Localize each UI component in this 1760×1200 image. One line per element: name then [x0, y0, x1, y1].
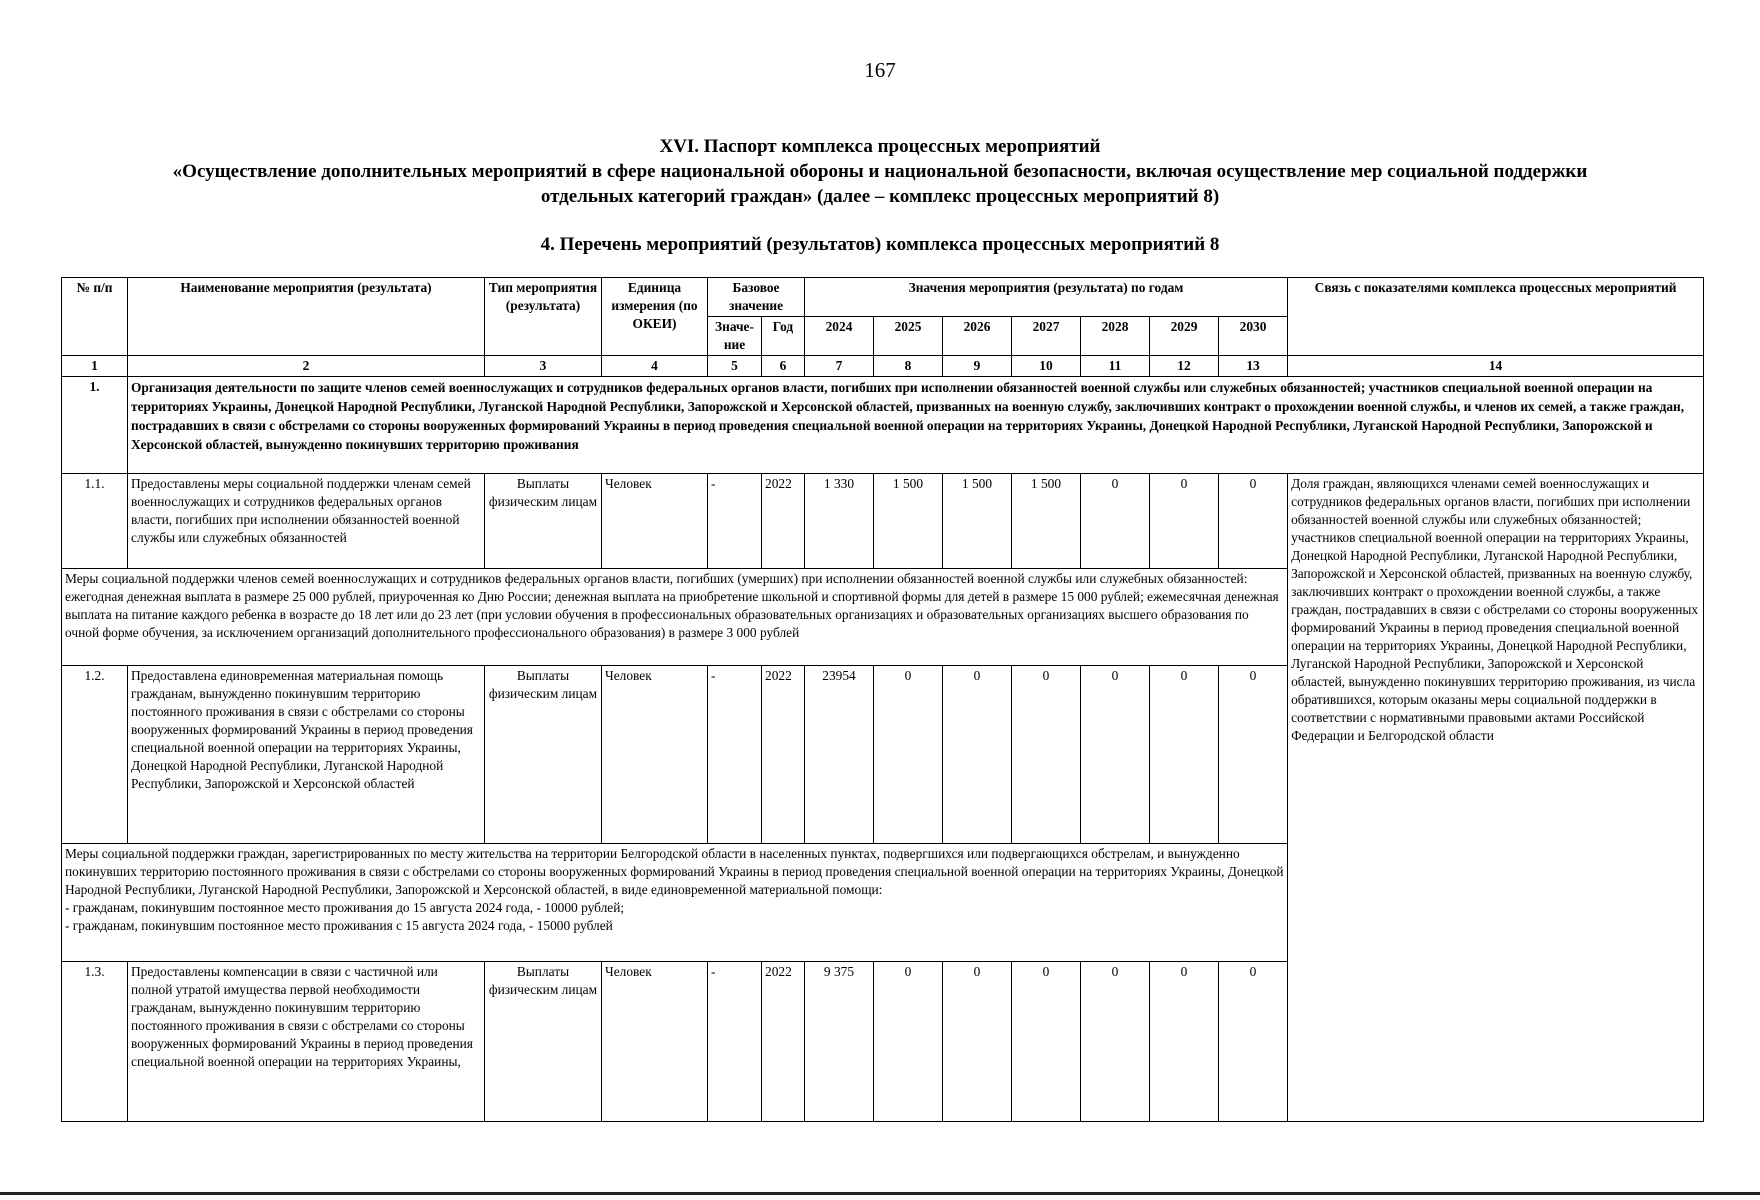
header-year: 2028 [1081, 317, 1150, 356]
row-value: 23954 [805, 666, 874, 844]
row-unit: Человек [602, 666, 708, 844]
header-num: № п/п [62, 278, 128, 356]
row-num: 1.1. [62, 474, 128, 569]
row-value: 1 330 [805, 474, 874, 569]
header-link: Связь с показателями комплекса процессных мероприятий [1288, 278, 1704, 356]
note-1-2-intro: Меры социальной поддержки граждан, зарегистрированных по месту жительства на территории Белгородской области в населенных пунктах, подвергшихся или подвергающихся обстрелам, и вынужденно покинувших территорию постоянного проживания в связи с обстрелами со стороны вооруженных формирований Украины в период проведения специальной военной операции на территориях Украины, Донецкой Народной Республики, Луганской Народной Республики, Запорожской и Херсонской областей, в виде единовременной материальной помощи: [65, 846, 1284, 897]
row-value: 0 [943, 962, 1012, 1122]
row-base-year: 2022 [762, 666, 805, 844]
row-unit: Человек [602, 474, 708, 569]
col-number: 13 [1219, 356, 1288, 377]
col-number: 10 [1012, 356, 1081, 377]
column-numbers-row [62, 356, 1704, 377]
row-value: 0 [1081, 666, 1150, 844]
row-base-value: - [708, 666, 762, 844]
row-base-value: - [708, 474, 762, 569]
row-value: 0 [1081, 474, 1150, 569]
section-text: Организация деятельности по защите членов семей военнослужащих и сотрудников федеральных органов власти, погибших при исполнении обязанностей военной службы или служебных обязанностей; участников специальной военной операции на территориях Украины, Донецкой Народной Республики, Луганской Народной Республики, Запорожской и Херсонской областей, призванных на военную службу, заключивших контракт о прохождении военной службы, и членов их семей, а также граждан, пострадавших в связи с обстрелами со стороны вооруженных формирований Украины в период проведения специальной военной операции на территориях Украины, Донецкой Народной Республики, Луганской Народной Республики, Запорожской и Херсонской областей, вынужденно покинувших территорию проживания [128, 377, 1704, 474]
row-name: Предоставлена единовременная материальная помощь гражданам, вынужденно покинувшим территорию постоянного проживания в связи с обстрелами со стороны вооруженных формирований Украины в период проведения специальной военной операции на территориях Украины, Донецкой Народной Республики, Луганской Народной Республики, Запорожской и Херсонской областей [128, 666, 485, 844]
row-value: 1 500 [1012, 474, 1081, 569]
table-row [62, 474, 1704, 569]
row-name: Предоставлены меры социальной поддержки членам семей военнослужащих и сотрудников федеральных органов власти, погибших при исполнении обязанностей военной службы или служебных обязанностей [128, 474, 485, 569]
row-type: Выплаты физическим лицам [485, 962, 602, 1122]
passport-title: XVI. Паспорт комплекса процессных мероприятий [659, 136, 1101, 157]
note-1-2-item: - гражданам, покинувшим постоянное место проживания до 15 августа 2024 года, - 10000 рублей; [65, 900, 625, 915]
header-row-1 [62, 278, 1704, 317]
complex-title-line2: отдельных категорий граждан» (далее – комплекс процессных мероприятий 8) [540, 186, 1220, 207]
header-year: 2030 [1219, 317, 1288, 356]
row-value: 1 500 [874, 474, 943, 569]
row-num: 1.3. [62, 962, 128, 1122]
header-year: 2024 [805, 317, 874, 356]
page-number: 167 [864, 58, 896, 82]
header-year: 2029 [1150, 317, 1219, 356]
scan-edge-line [0, 1192, 1760, 1195]
row-unit: Человек [602, 962, 708, 1122]
row-base-year: 2022 [762, 474, 805, 569]
header-base-value: Значе-ние [708, 317, 762, 356]
col-number: 12 [1150, 356, 1219, 377]
header-name: Наименование мероприятия (результата) [128, 278, 485, 356]
row-num: 1.2. [62, 666, 128, 844]
row-base-value: - [708, 962, 762, 1122]
col-number: 4 [602, 356, 708, 377]
row-value: 0 [874, 962, 943, 1122]
col-number: 8 [874, 356, 943, 377]
header-values-by-year: Значения мероприятия (результата) по годам [805, 278, 1288, 317]
header-year: 2026 [943, 317, 1012, 356]
indicator-link: Доля граждан, являющихся членами семей военнослужащих и сотрудников федеральных органов власти, погибших при исполнении обязанностей военной службы или служебных обязанностей; участников специальной военной операции на территориях Украины, Донецкой Народной Республики, Луганской Народной Республики, Запорожской и Херсонской областей, призванных на военную службу, заключивших контракт о прохождении военной службы, а также граждан, пострадавших в связи с обстрелами со стороны вооруженных формирований Украины в период проведения специальной военной операции на территориях Украины, Донецкой Народной Республики, Луганской Народной Республики, Запорожской и Херсонской областей, вынужденно покинувших территорию проживания, из числа обратившихся, которым оказаны меры социальной поддержки в соответствии с нормативными правовыми актами Российской Федерации и Белгородской области [1288, 474, 1704, 1122]
note-1-2-item: - гражданам, покинувшим постоянное место проживания с 15 августа 2024 года, - 15000 рублей [65, 918, 613, 933]
row-type: Выплаты физическим лицам [485, 474, 602, 569]
header-type: Тип мероприятия (результата) [485, 278, 602, 356]
row-value: 0 [1150, 474, 1219, 569]
row-value: 9 375 [805, 962, 874, 1122]
header-unit: Единица измерения (по ОКЕИ) [602, 278, 708, 356]
row-value: 0 [874, 666, 943, 844]
section-row [62, 377, 1704, 474]
complex-title-line1: «Осуществление дополнительных мероприятий в сфере национальной обороны и национальной безопасности, включая осуществление мер социальной поддержки [172, 161, 1588, 182]
row-value: 0 [943, 666, 1012, 844]
col-number: 5 [708, 356, 762, 377]
row-value: 0 [1219, 666, 1288, 844]
header-base-year: Год [762, 317, 805, 356]
note-1-2 [62, 844, 1288, 962]
measures-table [61, 277, 1704, 1122]
section-num: 1. [62, 377, 128, 474]
col-number: 3 [485, 356, 602, 377]
header-year: 2025 [874, 317, 943, 356]
row-value: 0 [1081, 962, 1150, 1122]
section-title: 4. Перечень мероприятий (результатов) комплекса процессных мероприятий 8 [540, 234, 1220, 255]
row-value: 0 [1012, 962, 1081, 1122]
row-type: Выплаты физическим лицам [485, 666, 602, 844]
col-number: 2 [128, 356, 485, 377]
header-year: 2027 [1012, 317, 1081, 356]
header-base: Базовое значение [708, 278, 805, 317]
note-1-1: Меры социальной поддержки членов семей военнослужащих и сотрудников федеральных органов власти, погибших (умерших) при исполнении обязанностей военной службы или служебных обязанностей: ежегодная денежная выплата в размере 25 000 рублей, приуроченная ко Дню России; денежная выплата на приобретение школьной и спортивной формы для детей в размере 15 000 рублей; ежемесячная денежная выплата на питание каждого ребенка в возрасте до 18 лет или до 23 лет (при условии обучения в профессиональных образовательных организациях и образовательных организациях высшего образования по очной форме обучения, за исключением организаций дополнительного профессионального образования) в размере 3 000 рублей [62, 569, 1288, 666]
col-number: 11 [1081, 356, 1150, 377]
row-value: 0 [1150, 962, 1219, 1122]
row-value: 0 [1012, 666, 1081, 844]
col-number: 1 [62, 356, 128, 377]
row-value: 0 [1219, 962, 1288, 1122]
col-number: 6 [762, 356, 805, 377]
row-value: 0 [1150, 666, 1219, 844]
row-value: 0 [1219, 474, 1288, 569]
row-name: Предоставлены компенсации в связи с частичной или полной утратой имущества первой необходимости гражданам, вынужденно покинувшим территорию постоянного проживания в связи с обстрелами со стороны вооруженных формирований Украины в период проведения специальной военной операции на территориях Украины, [128, 962, 485, 1122]
col-number: 14 [1288, 356, 1704, 377]
row-base-year: 2022 [762, 962, 805, 1122]
col-number: 7 [805, 356, 874, 377]
row-value: 1 500 [943, 474, 1012, 569]
col-number: 9 [943, 356, 1012, 377]
